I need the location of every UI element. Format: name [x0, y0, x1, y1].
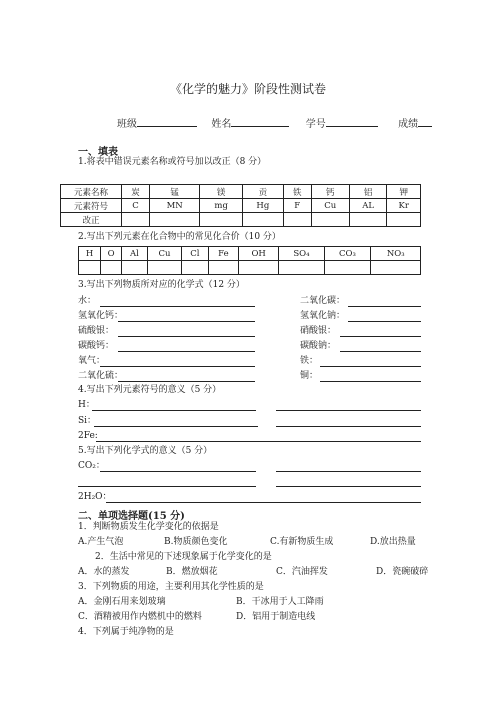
- element-symbol: Hg: [243, 199, 284, 213]
- correction-cell[interactable]: [122, 213, 150, 227]
- correction-cell[interactable]: [200, 213, 243, 227]
- valence-table: [78, 246, 421, 275]
- valence-answer[interactable]: [101, 261, 122, 275]
- answer-line[interactable]: [96, 441, 421, 442]
- element-name: 贡: [243, 185, 284, 199]
- valence-header: OH: [238, 247, 278, 261]
- valence-answer[interactable]: [79, 261, 101, 275]
- formula-item-sodium-hydroxide: 氢氧化钠：: [300, 311, 346, 321]
- score-label: 成绩: [398, 119, 419, 130]
- mc-option[interactable]: B．燃放烟花: [166, 567, 218, 577]
- class-label: 班级: [117, 119, 137, 130]
- element-symbol: AL: [349, 199, 387, 213]
- valence-header: H: [79, 247, 101, 261]
- answer-line[interactable]: [118, 336, 255, 337]
- id-blank: [326, 117, 378, 127]
- valence-answer[interactable]: [238, 261, 278, 275]
- valence-header: O: [101, 247, 122, 261]
- answer-line[interactable]: [100, 306, 255, 307]
- element-table: [60, 184, 421, 227]
- mc-question-stem: 3．下列物质的用途，主要利用其化学性质的是: [78, 582, 264, 592]
- formula-meaning-co2: CO₂：: [78, 461, 105, 471]
- mc-option[interactable]: D．铝用于制造电线: [236, 612, 316, 622]
- answer-line[interactable]: [100, 366, 255, 367]
- valence-answer[interactable]: [181, 261, 208, 275]
- valence-answer[interactable]: [208, 261, 238, 275]
- correction-cell[interactable]: [349, 213, 387, 227]
- row-label: 元素名称: [61, 185, 122, 199]
- formula-item-silver-sulfate: 硫酸银：: [78, 326, 115, 336]
- mc-option[interactable]: C．酒精被用作内燃机中的燃料: [78, 612, 202, 622]
- element-name: 锰: [149, 185, 199, 199]
- page-title: 《化学的魅力》阶段性测试卷: [169, 82, 326, 96]
- valence-header: NO₃: [371, 247, 421, 261]
- element-name: 铁: [283, 185, 311, 199]
- mc-question-stem: 4．下列属于纯净物的是: [78, 627, 174, 637]
- formula-item-carbon-dioxide: 二氧化碳：: [300, 296, 346, 306]
- element-name: 钙: [311, 185, 349, 199]
- element-symbol: mg: [200, 199, 243, 213]
- correction-cell[interactable]: [387, 213, 421, 227]
- correction-cell[interactable]: [243, 213, 284, 227]
- mc-option[interactable]: D.放出热量: [370, 537, 416, 547]
- valence-answer[interactable]: [279, 261, 324, 275]
- valence-header: Fe: [208, 247, 238, 261]
- answer-line[interactable]: [340, 351, 421, 352]
- valence-header: SO₄: [279, 247, 324, 261]
- mc-option[interactable]: B.物质颜色变化: [164, 537, 228, 547]
- answer-line[interactable]: [320, 381, 421, 382]
- answer-line[interactable]: [106, 502, 421, 503]
- mc-question-stem: 1．判断物质发生化学变化的依据是: [78, 522, 219, 532]
- id-label: 学号: [305, 119, 326, 130]
- answer-line[interactable]: [348, 321, 421, 322]
- section2-heading: 二、单项选择题(15 分): [78, 511, 185, 522]
- formula-item-sodium-carbonate: 碳酸钠：: [300, 341, 337, 351]
- answer-line[interactable]: [276, 426, 421, 427]
- name-blank: [231, 117, 289, 127]
- answer-line[interactable]: [92, 410, 256, 411]
- answer-line[interactable]: [118, 321, 255, 322]
- class-blank: [137, 117, 197, 127]
- mc-option[interactable]: A．金刚石用来划玻璃: [78, 597, 166, 607]
- mc-option[interactable]: B．干冰用于人工降雨: [236, 597, 324, 607]
- mc-option[interactable]: C．汽油挥发: [276, 567, 328, 577]
- formula-item-silver-nitrate: 硝酸银：: [300, 326, 337, 336]
- element-symbol: C: [122, 199, 150, 213]
- q3-text: 3.写出下列物质所对应的化学式（12 分）: [78, 280, 245, 290]
- answer-line[interactable]: [276, 486, 421, 487]
- mc-option[interactable]: D．瓷碗破碎: [376, 567, 429, 577]
- answer-line[interactable]: [340, 336, 421, 337]
- answer-line[interactable]: [100, 471, 256, 472]
- answer-line[interactable]: [320, 366, 421, 367]
- formula-item-calcium-carbonate: 碳酸钙：: [78, 341, 115, 351]
- symbol-item-h: H：: [78, 400, 95, 410]
- answer-line[interactable]: [276, 471, 421, 472]
- element-symbol: MN: [149, 199, 199, 213]
- element-name: 铝: [349, 185, 387, 199]
- formula-item-copper: 铜：: [300, 371, 319, 381]
- q4-text: 4.写出下列元素符号的意义（5 分）: [78, 385, 222, 395]
- symbol-item-2fe: 2Fe:: [78, 431, 98, 441]
- correction-cell[interactable]: [311, 213, 349, 227]
- valence-header: Cu: [147, 247, 181, 261]
- element-name: 钾: [387, 185, 421, 199]
- mc-option[interactable]: C.有新物质生成: [270, 537, 334, 547]
- q5-text: 5.写出下列化学式的意义（5 分）: [78, 446, 213, 456]
- valence-answer[interactable]: [324, 261, 371, 275]
- valence-header: CO₃: [324, 247, 371, 261]
- element-symbol: Cu: [311, 199, 349, 213]
- valence-answer[interactable]: [147, 261, 181, 275]
- valence-answer[interactable]: [122, 261, 148, 275]
- formula-item-calcium-hydroxide: 氢氧化钙：: [78, 311, 124, 321]
- answer-line[interactable]: [118, 351, 255, 352]
- element-name: 炭: [122, 185, 150, 199]
- valence-header: Al: [122, 247, 148, 261]
- formula-item-iron: 铁：: [300, 356, 319, 366]
- answer-line[interactable]: [94, 426, 258, 427]
- row-label: 改正: [61, 213, 122, 227]
- correction-cell[interactable]: [149, 213, 199, 227]
- q2-text: 2.写出下列元素在化合物中的常见化合价（10 分）: [78, 232, 281, 242]
- mc-question-stem: 2．生活中常见的下述现象属于化学变化的是: [95, 552, 272, 562]
- mc-option[interactable]: A.产生气泡: [78, 537, 124, 547]
- row-label: 元素符号: [61, 199, 122, 213]
- valence-answer[interactable]: [371, 261, 421, 275]
- student-info: [117, 115, 432, 130]
- section1-heading: 一、填表: [78, 147, 118, 158]
- element-name: 镁: [200, 185, 243, 199]
- symbol-item-si: Si：: [78, 416, 97, 426]
- answer-line[interactable]: [348, 306, 421, 307]
- valence-header: Cl: [181, 247, 208, 261]
- name-label: 姓名: [211, 119, 232, 130]
- mc-option[interactable]: A．水的蒸发: [78, 567, 130, 577]
- element-symbol: F: [283, 199, 311, 213]
- answer-line[interactable]: [118, 381, 255, 382]
- formula-meaning-2h2o: 2H₂O：: [78, 492, 112, 502]
- formula-item-water: 水：: [78, 296, 97, 306]
- formula-item-oxygen: 氧气：: [78, 356, 106, 366]
- formula-item-sulfur-dioxide: 二氧化硫：: [78, 371, 124, 381]
- q1-text: 1.将表中错误元素名称或符号加以改正（8 分）: [78, 157, 267, 167]
- score-blank: [418, 117, 432, 127]
- answer-line[interactable]: [276, 410, 421, 411]
- answer-line[interactable]: [78, 486, 256, 487]
- correction-cell[interactable]: [283, 213, 311, 227]
- element-symbol: Kr: [387, 199, 421, 213]
